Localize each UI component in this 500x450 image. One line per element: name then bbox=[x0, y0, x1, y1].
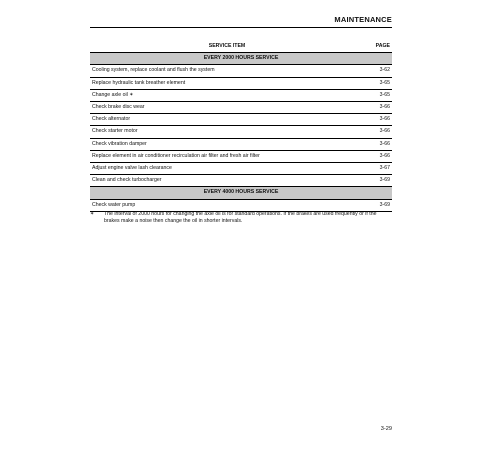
page-number: 3-29 bbox=[380, 426, 392, 432]
table-row bbox=[90, 175, 392, 187]
table-row bbox=[90, 77, 392, 89]
table-row bbox=[90, 102, 392, 114]
service-item-cell: Adjust engine valve lash clearance bbox=[90, 163, 364, 175]
service-item-cell: Check vibration damper bbox=[90, 138, 364, 150]
column-header-page: PAGE bbox=[364, 41, 392, 53]
service-item-cell: Check water pump bbox=[90, 199, 364, 211]
page-reference-cell: 3-62 bbox=[364, 65, 392, 77]
footnote-marker: ✶ bbox=[90, 211, 95, 217]
group-title: EVERY 4000 HOURS SERVICE bbox=[90, 187, 392, 199]
table-header-row bbox=[90, 41, 392, 53]
page-reference-cell: 3-67 bbox=[364, 163, 392, 175]
table-row bbox=[90, 65, 392, 77]
page-reference-cell: 3-66 bbox=[364, 138, 392, 150]
table-row bbox=[90, 114, 392, 126]
service-item-cell: Replace hydraulic tank breather element bbox=[90, 77, 364, 89]
page-reference-cell: 3-66 bbox=[364, 102, 392, 114]
table-row bbox=[90, 150, 392, 162]
page-reference-cell: 3-66 bbox=[364, 114, 392, 126]
service-item-cell: Check alternator bbox=[90, 114, 364, 126]
page-reference-cell: 3-66 bbox=[364, 126, 392, 138]
table-row bbox=[90, 199, 392, 211]
table-group-header bbox=[90, 53, 392, 65]
service-item-cell: Clean and check turbocharger bbox=[90, 175, 364, 187]
service-item-cell: Change axle oil ✶ bbox=[90, 89, 364, 101]
table-row bbox=[90, 126, 392, 138]
service-item-cell: Check starter motor bbox=[90, 126, 364, 138]
table-row bbox=[90, 89, 392, 101]
group-title: EVERY 2000 HOURS SERVICE bbox=[90, 53, 392, 65]
table-row bbox=[90, 138, 392, 150]
service-schedule-body bbox=[90, 41, 392, 211]
footnote-text: The interval of 2000 hours for changing the axle oil is for standard operations. If the brakes are used frequently or if the brakes make a noise then change the oil in shorter intervals. bbox=[104, 211, 377, 224]
page-reference-cell: 3-65 bbox=[364, 89, 392, 101]
page-reference-cell: 3-65 bbox=[364, 77, 392, 89]
page-reference-cell: 3-69 bbox=[364, 199, 392, 211]
header-divider bbox=[90, 27, 392, 28]
column-header-service-item: SERVICE ITEM bbox=[90, 41, 364, 53]
table-group-header bbox=[90, 187, 392, 199]
service-item-cell: Cooling system, replace coolant and flush the system bbox=[90, 65, 364, 77]
service-schedule-table bbox=[90, 41, 392, 212]
page-reference-cell: 3-66 bbox=[364, 150, 392, 162]
page-reference-cell: 3-69 bbox=[364, 175, 392, 187]
footnote bbox=[90, 211, 392, 225]
service-item-cell: Replace element in air conditioner recirculation air filter and fresh air filter bbox=[90, 150, 364, 162]
service-item-cell: Check brake disc wear bbox=[90, 102, 364, 114]
table-row bbox=[90, 163, 392, 175]
section-title: MAINTENANCE bbox=[334, 15, 392, 24]
